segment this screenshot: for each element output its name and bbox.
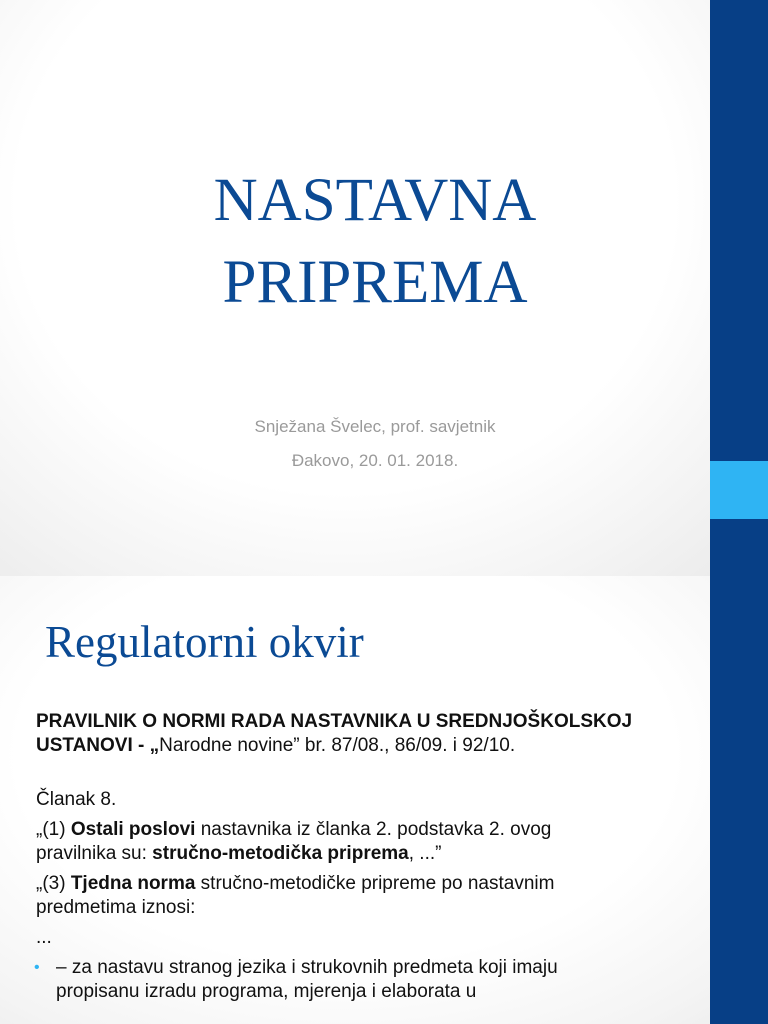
slide-2-body [36,710,666,1004]
p1-bold-2: stručno-metodička priprema [152,843,409,864]
p1-end: , ...” [408,843,442,864]
paragraph-1 [36,818,666,866]
p3-line2: predmetima iznosi: [36,897,196,918]
p3-prefix: „(3) [36,873,71,894]
slide-title [170,160,580,324]
regulation-name-line2: USTANOVI - [36,735,150,756]
bullet-icon: • [34,959,40,976]
paragraph-3 [36,872,666,920]
title-line-2: PRIPREMA [222,249,528,316]
regulation-source: Narodne novine” br. 87/08., 86/09. i 92/10. [159,735,516,756]
regulation-heading [36,710,666,758]
regulation-quote-mark: „ [149,735,160,756]
slide-2-title: Regulatorni okvir [45,617,364,667]
title-line-1: NASTAVNA [213,167,537,234]
accent-bar-dark-2 [710,576,768,1024]
date-line: Đakovo, 20. 01. 2018. [291,451,459,470]
article-number: Članak 8. [36,789,117,810]
p1-prefix: „(1) [36,819,71,840]
slide-subtitle [170,410,580,478]
p3-rest: stručno-metodičke pripreme po nastavnim [195,873,555,894]
accent-bar-light [710,461,768,519]
p1-bold-1: Ostali poslovi [70,819,196,840]
p1-mid: nastavnika iz članka 2. podstavka 2. ovog [195,819,552,840]
regulation-name-line1: PRAVILNIK O NORMI RADA NASTAVNIKA U SREDNJOŠKOLSKOJ [36,711,633,732]
bullet-item [36,956,666,1004]
bullet-line-2: propisanu izradu programa, mjerenja i elaborata u [56,981,477,1002]
p1-line2: pravilnika su: [36,843,153,864]
author-line: Snježana Švelec, prof. savjetnik [254,417,496,436]
content-slide [0,576,768,1024]
p3-bold: Tjedna norma [70,873,196,894]
ellipsis-line: ... [36,927,52,948]
bullet-line-1: – za nastavu stranog jezika i strukovnih predmeta koji imaju [56,957,558,978]
